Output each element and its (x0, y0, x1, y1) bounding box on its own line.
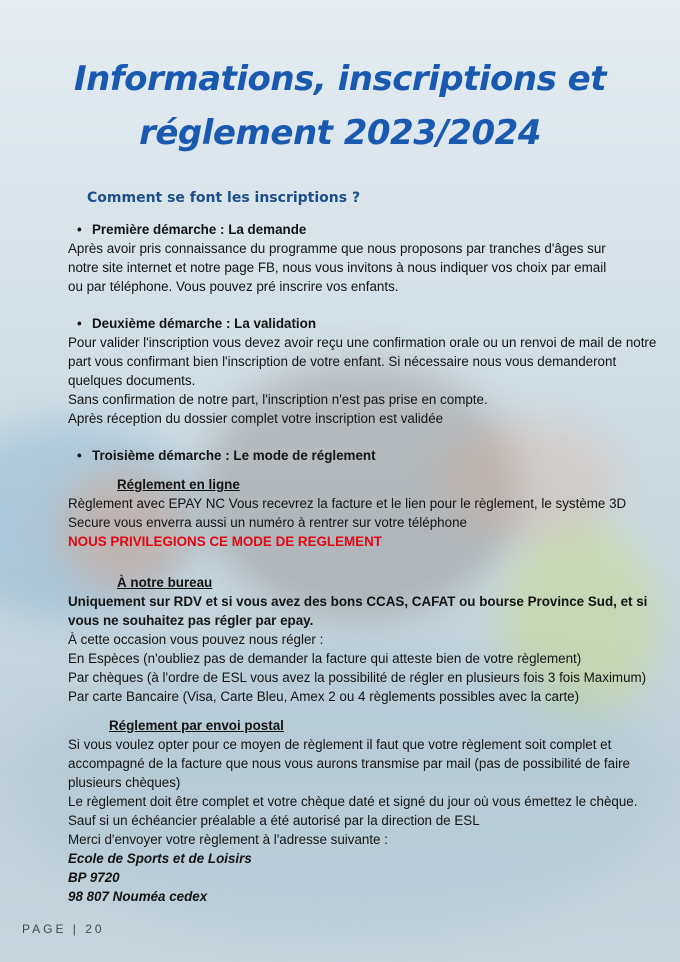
paragraph-line: vous ne souhaitez pas régler par epay. (68, 613, 314, 628)
paragraph-line: ou par téléphone. Vous pouvez pré inscrire vos enfants. (68, 279, 399, 294)
paragraph-line: En Espèces (n'oubliez pas de demander la facture qui atteste bien de votre règlement) (68, 651, 582, 666)
section-title: Comment se font les inscriptions ? (87, 190, 361, 206)
page-title: Informations, inscriptions et réglement 2023/2024 (74, 59, 606, 153)
paragraph-line: Après avoir pris connaissance du programme que nous proposons par tranches d'âges sur (68, 241, 606, 256)
paragraph-line: accompagné de la facture que nous vous aurons transmise par mail (pas de possibilité de faire (68, 756, 630, 771)
paragraph-line: Pour valider l'inscription vous devez avoir reçu une confirmation orale ou un renvoi de mail de notre (68, 335, 657, 350)
paragraph-line: Sauf si un échéancier préalable a été autorisé par la direction de ESL (68, 813, 480, 828)
postal-payment-heading: Réglement par envoi postal (109, 718, 284, 733)
paragraph-line: Merci d'envoyer votre règlement à l'adresse suivante : (68, 832, 388, 847)
address-line: 98 807 Nouméa cedex (68, 889, 208, 904)
address-line: BP 9720 (68, 870, 120, 885)
step2-heading: • Deuxième démarche : La validation (68, 314, 680, 333)
step1-heading: • Première démarche : La demande (68, 220, 680, 239)
paragraph-line: À cette occasion vous pouvez nous régler : (68, 632, 324, 647)
paragraph-line: part vous confirmant bien l'inscription de votre enfant. Si nécessaire nous vous demanderont (68, 354, 617, 369)
paragraph-line: Après réception du dossier complet votre inscription est validée (68, 411, 444, 426)
paragraph-line: Secure vous enverra aussi un numéro à rentrer sur votre téléphone (68, 515, 467, 530)
paragraph-line: notre site internet et notre page FB, nous vous invitons à nous indiquer vos choix par email (68, 260, 607, 275)
paragraph-line: Règlement avec EPAY NC Vous recevrez la facture et le lien pour le règlement, le système 3D (68, 496, 627, 511)
paragraph-line: Si vous voulez opter pour ce moyen de règlement il faut que votre règlement soit complet et (68, 737, 612, 752)
paragraph-line: Uniquement sur RDV et si vous avez des bons CCAS, CAFAT ou bourse Province Sud, et si (68, 594, 648, 609)
document-body (68, 220, 680, 906)
page-number: PAGE | 20 (22, 922, 105, 936)
paragraph-line: Sans confirmation de notre part, l'inscription n'est pas prise en compte. (68, 392, 488, 407)
paragraph-line: Par carte Bancaire (Visa, Carte Bleu, Amex 2 ou 4 règlements possibles avec la carte) (68, 689, 580, 704)
online-payment-highlight: NOUS PRIVILEGIONS CE MODE DE REGLEMENT (68, 534, 382, 549)
office-payment-heading: À notre bureau (117, 575, 213, 590)
step3-heading: • Troisième démarche : Le mode de réglement (68, 446, 680, 465)
paragraph-line: Par chèques (à l'ordre de ESL vous avez la possibilité de régler en plusieurs fois 3 fois Maximum) (68, 670, 647, 685)
paragraph-line: quelques documents. (68, 373, 196, 388)
paragraph-line: Le règlement doit être complet et votre chèque daté et signé du jour où vous émettez le chèque. (68, 794, 638, 809)
online-payment-heading: Réglement en ligne (117, 477, 240, 492)
address-line: Ecole de Sports et de Loisirs (68, 851, 252, 866)
paragraph-line: plusieurs chèques) (68, 775, 181, 790)
